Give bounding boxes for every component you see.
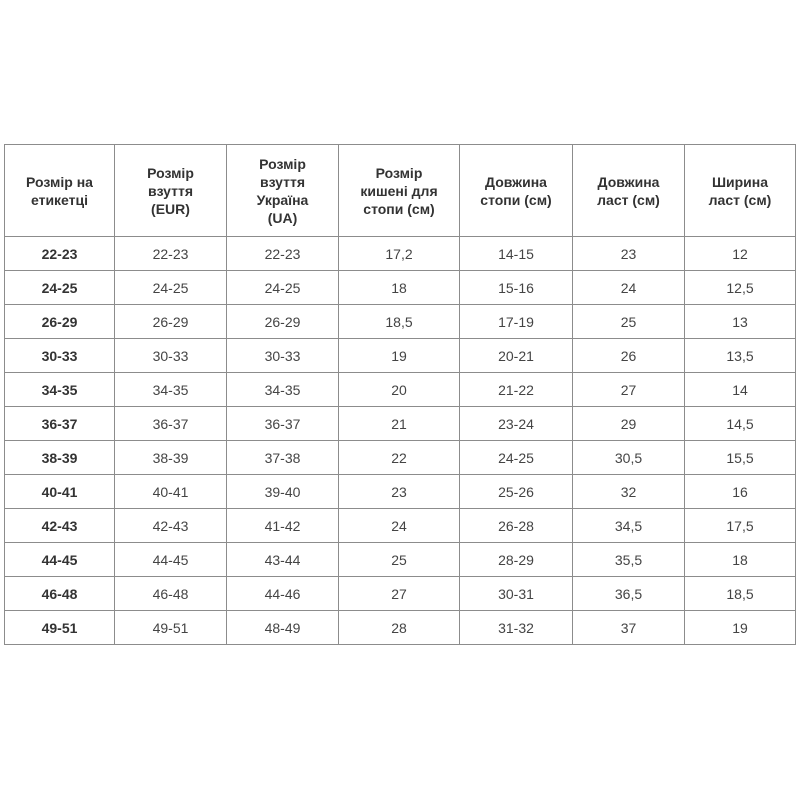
- column-header-line: Україна: [256, 191, 309, 208]
- label-size-cell: 44-45: [5, 543, 115, 577]
- table-row: [5, 577, 796, 611]
- table-cell: 26-29: [115, 305, 227, 339]
- table-cell: 32: [573, 475, 685, 509]
- table-cell: 12,5: [685, 271, 796, 305]
- table-cell: 21: [339, 407, 460, 441]
- column-header-line: Розмір: [147, 164, 194, 181]
- table-cell: 15-16: [460, 271, 573, 305]
- table-body: [5, 237, 796, 645]
- table-cell: 13: [685, 305, 796, 339]
- column-header-line: Ширина: [711, 173, 769, 190]
- table-cell: 15,5: [685, 441, 796, 475]
- table-cell: 18,5: [339, 305, 460, 339]
- label-size-cell: 26-29: [5, 305, 115, 339]
- table-cell: 34-35: [115, 373, 227, 407]
- column-header-7: [685, 145, 796, 237]
- size-chart-table: [4, 144, 796, 645]
- table-cell: 26: [573, 339, 685, 373]
- table-cell: 23-24: [460, 407, 573, 441]
- column-header-line: стопи (см): [480, 191, 552, 208]
- table-cell: 36-37: [115, 407, 227, 441]
- label-size-cell: 36-37: [5, 407, 115, 441]
- column-header-line: Розмір на: [26, 173, 93, 190]
- table-row: [5, 543, 796, 577]
- table-cell: 22: [339, 441, 460, 475]
- table-cell: 20-21: [460, 339, 573, 373]
- table-cell: 44-45: [115, 543, 227, 577]
- table-cell: 12: [685, 237, 796, 271]
- table-cell: 27: [573, 373, 685, 407]
- table-cell: 26-29: [227, 305, 339, 339]
- table-cell: 34,5: [573, 509, 685, 543]
- table-cell: 30,5: [573, 441, 685, 475]
- table-cell: 22-23: [227, 237, 339, 271]
- label-size-cell: 38-39: [5, 441, 115, 475]
- column-header-line: Довжина: [597, 173, 660, 190]
- table-cell: 30-33: [227, 339, 339, 373]
- column-header-1: [5, 145, 115, 237]
- table-cell: 43-44: [227, 543, 339, 577]
- label-size-cell: 49-51: [5, 611, 115, 645]
- label-size-cell: 42-43: [5, 509, 115, 543]
- table-cell: 18,5: [685, 577, 796, 611]
- table-cell: 24: [339, 509, 460, 543]
- table-cell: 14: [685, 373, 796, 407]
- table-cell: 25-26: [460, 475, 573, 509]
- column-header-line: ласт (см): [708, 191, 772, 208]
- table-cell: 24-25: [227, 271, 339, 305]
- table-cell: 18: [685, 543, 796, 577]
- table-cell: 40-41: [115, 475, 227, 509]
- column-header-line: етикетці: [30, 191, 89, 208]
- table-cell: 24: [573, 271, 685, 305]
- table-cell: 14,5: [685, 407, 796, 441]
- table-cell: 23: [573, 237, 685, 271]
- table-cell: 30-33: [115, 339, 227, 373]
- table-cell: 34-35: [227, 373, 339, 407]
- table-cell: 31-32: [460, 611, 573, 645]
- table-cell: 44-46: [227, 577, 339, 611]
- table-cell: 17,5: [685, 509, 796, 543]
- header-row: [5, 145, 796, 237]
- column-header-line: (UA): [267, 209, 298, 226]
- label-size-cell: 34-35: [5, 373, 115, 407]
- table-cell: 16: [685, 475, 796, 509]
- table-cell: 37-38: [227, 441, 339, 475]
- table-row: [5, 339, 796, 373]
- table-cell: 24-25: [460, 441, 573, 475]
- column-header-2: [115, 145, 227, 237]
- table-cell: 39-40: [227, 475, 339, 509]
- table-row: [5, 475, 796, 509]
- column-header-line: ласт (см): [597, 191, 660, 208]
- table-row: [5, 271, 796, 305]
- table-row: [5, 509, 796, 543]
- column-header-line: Розмір: [259, 155, 306, 172]
- table-cell: 36-37: [227, 407, 339, 441]
- table-cell: 20: [339, 373, 460, 407]
- table-cell: 19: [685, 611, 796, 645]
- column-header-line: (EUR): [151, 200, 190, 217]
- column-header-5: [460, 145, 573, 237]
- table-cell: 38-39: [115, 441, 227, 475]
- column-header-line: стопи (см): [363, 200, 435, 217]
- table-cell: 30-31: [460, 577, 573, 611]
- table-cell: 23: [339, 475, 460, 509]
- table-row: [5, 237, 796, 271]
- table-cell: 14-15: [460, 237, 573, 271]
- column-header-line: взуття: [259, 173, 306, 190]
- table-cell: 24-25: [115, 271, 227, 305]
- table-cell: 29: [573, 407, 685, 441]
- table-cell: 13,5: [685, 339, 796, 373]
- column-header-line: кишені для: [360, 182, 438, 199]
- column-header-line: взуття: [147, 182, 194, 199]
- table-cell: 49-51: [115, 611, 227, 645]
- table-cell: 17,2: [339, 237, 460, 271]
- column-header-line: Довжина: [485, 173, 547, 190]
- table-cell: 36,5: [573, 577, 685, 611]
- table-cell: 28-29: [460, 543, 573, 577]
- column-header-4: [339, 145, 460, 237]
- table-cell: 35,5: [573, 543, 685, 577]
- label-size-cell: 40-41: [5, 475, 115, 509]
- table-row: [5, 611, 796, 645]
- table-cell: 26-28: [460, 509, 573, 543]
- table-cell: 21-22: [460, 373, 573, 407]
- table-cell: 25: [573, 305, 685, 339]
- label-size-cell: 46-48: [5, 577, 115, 611]
- table-cell: 25: [339, 543, 460, 577]
- table-header: [5, 145, 796, 237]
- table-row: [5, 441, 796, 475]
- table-cell: 41-42: [227, 509, 339, 543]
- table-cell: 19: [339, 339, 460, 373]
- table-cell: 37: [573, 611, 685, 645]
- table-row: [5, 305, 796, 339]
- label-size-cell: 30-33: [5, 339, 115, 373]
- table-cell: 22-23: [115, 237, 227, 271]
- column-header-3: [227, 145, 339, 237]
- column-header-6: [573, 145, 685, 237]
- table-cell: 42-43: [115, 509, 227, 543]
- table-row: [5, 373, 796, 407]
- table-cell: 18: [339, 271, 460, 305]
- label-size-cell: 22-23: [5, 237, 115, 271]
- table-cell: 27: [339, 577, 460, 611]
- table-cell: 28: [339, 611, 460, 645]
- table-cell: 46-48: [115, 577, 227, 611]
- table-cell: 48-49: [227, 611, 339, 645]
- table-row: [5, 407, 796, 441]
- label-size-cell: 24-25: [5, 271, 115, 305]
- column-header-line: Розмір: [375, 164, 423, 181]
- table-cell: 17-19: [460, 305, 573, 339]
